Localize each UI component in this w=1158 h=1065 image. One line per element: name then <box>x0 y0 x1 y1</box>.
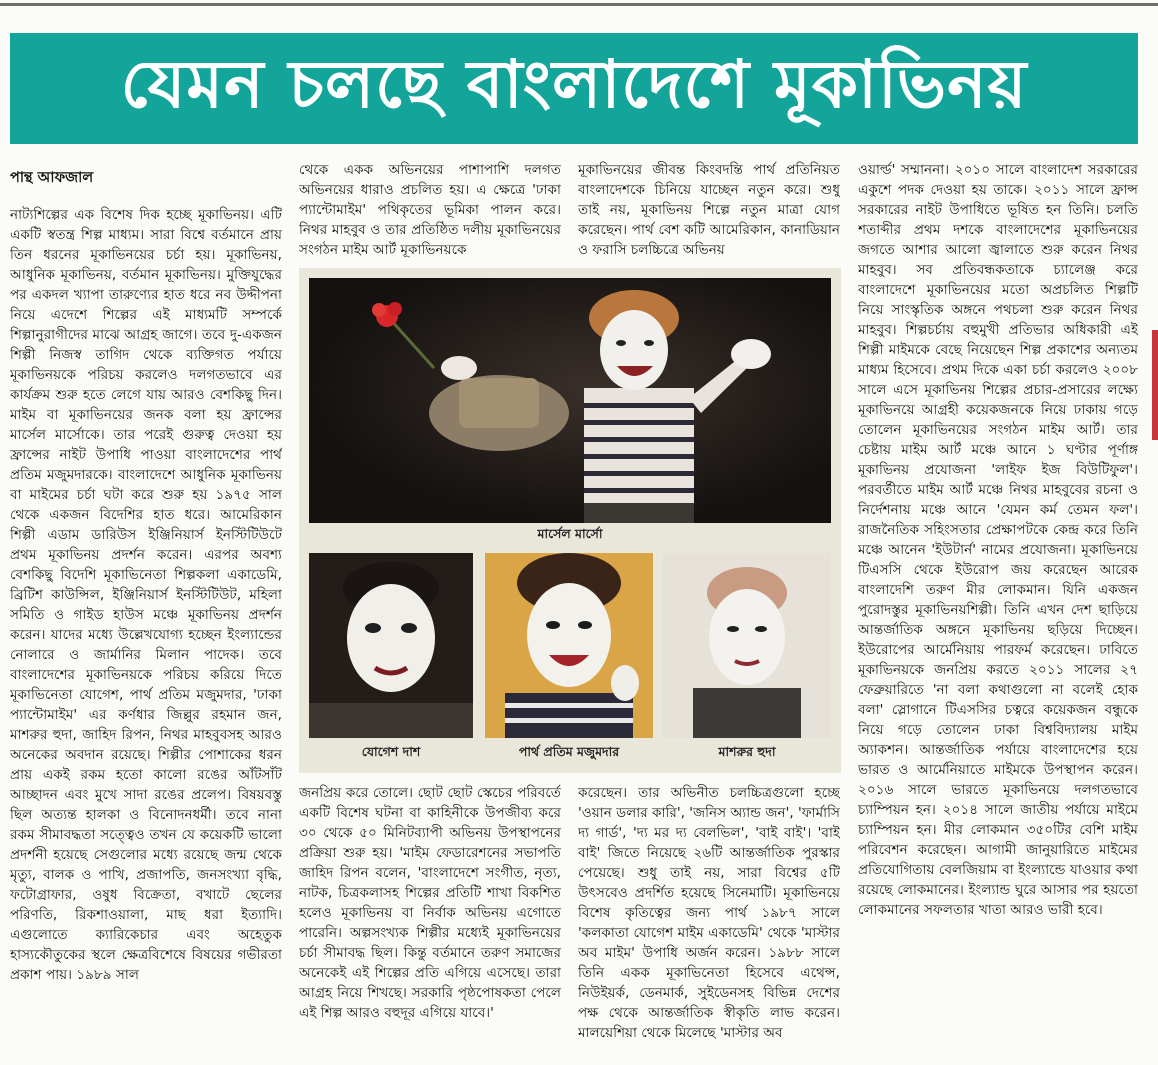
top-rule <box>0 3 1158 6</box>
portrait-illustration-3 <box>663 553 831 738</box>
caption-right: মাশরুর হুদা <box>718 744 776 759</box>
column-3-top-text: মূকাভিনয়ের জীবন্ত কিংবদন্তি পার্থ প্রতিনিয়ত বাংলাদেশকে চিনিয়ে যাচ্ছেন নতুন করে। শুধু তাই নয়, মূকাভিনয় শিল্পে নতুন মাত্রা যোগ করেছেন। পার্থ বেশ কটি আমেরিকান, কানাডিয়ান ও ফরাসি চলচ্চিত্রে অভিনয় <box>578 162 840 258</box>
byline: পান্থ আফজাল <box>10 170 94 186</box>
headline-banner <box>10 33 1138 144</box>
article-column-3-bottom <box>578 783 840 1060</box>
page-edge-mark <box>1152 330 1158 440</box>
portrait-illustration-2 <box>485 553 653 738</box>
caption-center: পার্থ প্রতিম মজুমদার <box>518 744 620 759</box>
article-column-2-bottom <box>299 783 561 1060</box>
photo-mashrur-huda <box>663 553 831 738</box>
column-3-bottom-text: করেছেন। তার অভিনীত চলচ্চিত্রগুলো হচ্ছে 'ওয়ান ডলার কারি', 'জনিস অ্যান্ড জন', 'ফার্মাসি দ্য গার্ড', 'দ্য মর দ্য বেলভিল', 'বাই বাই'। 'বাই বাই' জিতে নিয়েছে ২৬টি আন্তর্জাতিক পুরস্কার পেয়েছে। শুধু তাই নয়, সারা বিশ্বের ৫টি উৎসবেও প্রদর্শিত হয়েছে সিনেমাটি। মূকাভিনয়ে বিশেষ কৃতিত্বের জন্য পার্থ ১৯৮৭ সালে 'কলকাতা যোগেশ মাইম একাডেমি' থেকে 'মাস্টার অব মাইম' উপাধি অর্জন করেন। ১৯৮৮ সালে তিনি একক মূকাভিনেতা হিসেবে এথেন্স, নিউইয়র্ক, ডেনমার্ক, সুইডেনসহ বিভিন্ন দেশের পক্ষ থেকে আন্তর্জাতিক স্বীকৃতি লাভ করেন। মালয়েশিয়া থেকে মিলেছে 'মাস্টার অব <box>578 785 840 1041</box>
caption-left: যোগেশ দাশ <box>361 744 421 759</box>
column-4-text: ওয়ার্ল্ড' সম্মাননা। ২০১০ সালে বাংলাদেশ সরকারের একুশে পদক দেওয়া হয় তাকে। ২০১১ সালে ফ্রান্স সরকারের নাইট উপাধিতে ভূষিত হন তিনি। চলতি শতাব্দীর প্রথম দশকে বাংলাদেশের মূকাভিনয়ের জগতে আশার আলো জ্বালাতে শুরু করেন নিথর মাহবুব। সব প্রতিবন্ধকতাকে চ্যালেঞ্জ করে বাংলাদেশে মূকাভিনয়ের মতো অপ্রচলিত শিল্পটি নিয়ে সাংস্কৃতিক অঙ্গনে পথচলা শুরু করেন নিথর মাহবুব। শিল্পচর্চায় বহুমুখী প্রতিভার অধিকারী এই শিল্পী মাইমকে বেছে নিয়েছেন শিল্প প্রকাশের অন্যতম মাধ্যম হিসেবে। প্রথম দিকে একা চর্চা করলেও ২০০৮ সালে এসে মূকাভিনয় শিল্পের প্রচার-প্রসারের লক্ষ্যে মূকাভিনয়ে আগ্রহী কয়েকজনকে নিয়ে ঢাকায় গড়ে তোলেন মূকাভিনয়ের সংগঠন মাইম আর্ট। তার চেষ্টায় মাইম আর্ট মঞ্চে আনে ১ ঘণ্টার পূর্ণাঙ্গ মূকাভিনয় প্রযোজনা 'লাইফ ইজ বিউটিফুল'। পরবর্তীতে মাইম আর্ট মঞ্চে নিথর মাহবুবের রচনা ও নির্দেশনায় মঞ্চে আনে 'যেমন কর্ম তেমন ফল'। রাজনৈতিক সহিংসতার প্রেক্ষাপটকে কেন্দ্র করে তিনি মঞ্চে আনেন 'ইউটার্ন' নামের প্রযোজনা। মূকাভিনয়ে টিএসসি থেকে ইউরোপ জয় করেছেন আরেক বাংলাদেশি তরুণ মীর লোকমান। যিনি একজন পুরোদস্তুর মূকাভিনয়শিল্পী। তিনি এখন দেশ ছাড়িয়ে আন্তর্জাতিক অঙ্গনে মূকাভিনয় ছড়িয়ে দিচ্ছেন। ইউরোপের আর্মেনিয়ায় পারফর্ম করেছেন। ঢাবিতে মূকাভিনয়কে জনপ্রিয় করতে ২০১১ সালের ২৭ ফেব্রুয়ারিতে 'না বলা কথাগুলো না বলেই হোক বলা' স্লোগানে টিএসসির চত্বরে কয়েকজন বন্ধুকে নিয়ে গড়ে তোলেন ঢাকা বিশ্ববিদ্যালয় মাইম অ্যাকশন। আন্তর্জাতিক পর্যায়ে বাংলাদেশের হয়ে ভারত ও আর্মেনিয়াতে মাইমকে উপস্থাপন করেন। ২০১৬ সালে ভারতে মূকাভিনয়ে দলগতভাবে চ্যাম্পিয়ন হন। ২০১৪ সালে জাতীয় পর্যায়ে মাইমে চ্যাম্পিয়ন হন। মীর লোকমান ৩৫০টির বেশি মাইম পরিবেশন করেছেন। আগামী জানুয়ারিতে মাইমের প্রতিযোগিতায় বেলজিয়াম বা ইংল্যান্ডে যাওয়ার কথা রয়েছে লোকমানের। ইংল্যান্ড ঘুরে আসার পর হয়তো লোকমানের সফলতার খাতা আরও ভারী হবে। <box>858 162 1138 918</box>
photo-collage <box>299 268 841 773</box>
article-column-2-top <box>299 160 561 260</box>
headline: যেমন চলছে বাংলাদেশে মূকাভিনয় <box>120 45 1028 123</box>
column-1-text: নাট্যশিল্পের এক বিশেষ দিক হচ্ছে মূকাভিনয়। এটি একটি স্বতন্ত্র শিল্প মাধ্যম। সারা বিশ্বে বর্তমানে প্রায় তিন ধরনের মূকাভিনয়ের চর্চা হয়। মূকাভিনয়, আধুনিক মূকাভিনয়, বর্তমান মূকাভিনয়। মুক্তিযুদ্ধের পর একদল খ্যাপা তারুণ্যের হাত ধরে নব উদ্দীপনা নিয়ে এদেশে শিল্পের এই মাধ্যমটি সম্পর্কে শিল্পানুরাগীদের মাঝে আগ্রহ জাগে। তবে দু-একজন শিল্পী নিজস্ব তাগিদ থেকে ব্যক্তিগত পর্যায়ে মূকাভিনয়কে পরিচয় করলেও দলগতভাবে এর কার্যক্রম শুরু হতে লেগে যায় আরও বেশকিছু দিন। মাইম বা মূকাভিনয়ের জনক বলা হয় ফ্রান্সের মার্সেল মার্সোকে। তার পরেই গুরুত্ব দেওয়া হয় ফ্রান্সের নাইট উপাধি পাওয়া বাংলাদেশের পার্থ প্রতিম মজুমদারকে। বাংলাদেশে আধুনিক মূকাভিনয় বা মাইমের চর্চা ঘটা করে শুরু হয় ১৯৭৫ সাল থেকে একজন বিদেশির হাত ধরে। আমেরিকান শিল্পী এডাম ডারিউস ইঞ্জিনিয়ার্স ইনস্টিটিউটে প্রথম মূকাভিনয় প্রদর্শন করেন। এরপর অবশ্য বেশকিছু বিদেশি মূকাভিনেতা শিল্পকলা একাডেমি, ব্রিটিশ কাউন্সিল, ইঞ্জিনিয়ার্স ইনস্টিটিউট, মহিলা সমিতি ও গাইড হাউস মঞ্চে মূকাভিনয় প্রদর্শন করেন। যাদের মধ্যে উল্লেখযোগ্য হচ্ছেন ইংল্যান্ডের নোলারে ও জার্মানির মিলান পাদেক। তবে বাংলাদেশের মূকাভিনয়কে পরিচয় করিয়ে দিতে মূকাভিনেতা যোগেশ, পার্থ প্রতিম মজুমদার, 'ঢাকা প্যান্টোমাইম' এর কর্ণধার জিল্লুর রহমান জন, মাশরুর হুদা, জাহিদ রিপন, নিথর মাহবুবসহ আরও অনেকের অবদান রয়েছে। শিল্পীর পোশাকের ধরন প্রায় একই রকম হতো কালো রঙের আঁটসাঁট আচ্ছাদন এবং মুখে সাদা রঙের প্রলেপ। বিষয়বস্তু ছিল অত্যন্ত হালকা ও বিনোদনধর্মী। তবে নানা রকম সীমাবদ্ধতা সত্ত্বেও তখন যে কয়েকটি ভালো প্রদর্শনী হয়েছে সেগুলোর মধ্যে রয়েছে জন্ম থেকে মৃত্যু, বালক ও পাখি, প্রজাপতি, জনসংখ্যা বৃদ্ধি, ফটোগ্রাফার, ওষুধ বিক্রেতা, বখাটে ছেলের পরিণতি, রিকশাওয়ালা, মাছ ধরা ইত্যাদি। এগুলোতে ক্যারিকেচার এবং অহেতুক হাস্যকৌতুকের স্থলে ক্ষেত্রবিশেষে বিষয়ের গভীরতা প্রকাশ পায়। ১৯৮৯ সাল <box>10 207 282 983</box>
article-column-3-top <box>578 160 840 260</box>
caption-main: মার্সেল মার্সো <box>537 526 603 541</box>
mime-stage-illustration <box>309 278 831 523</box>
article-column-4 <box>858 160 1138 1060</box>
photo-jogesh-dash <box>309 553 473 738</box>
column-2-bottom-text: জনপ্রিয় করে তোলে। ছোট ছোট স্কেচের পরিবর্তে একটি বিশেষ ঘটনা বা কাহিনীকে উপজীব্য করে ৩০ থেকে ৫০ মিনিটব্যাপী অভিনয় উপস্থাপনের প্রক্রিয়া শুরু হয়। 'মাইম ফেডারেশনের সভাপতি জাহিদ রিপন বলেন, 'বাংলাদেশে সংগীত, নৃত্য, নাটক, চিত্রকলাসহ শিল্পের প্রতিটি শাখা বিকশিত হলেও মূকাভিনয় বা নির্বাক অভিনয় এগোতে পারেনি। অল্পসংখ্যক শিল্পীর মধ্যেই মূকাভিনয়ের চর্চা সীমাবদ্ধ ছিল। কিন্তু বর্তমানে তরুণ সমাজের অনেকেই এই শিল্পের প্রতি এগিয়ে এসেছে। তারা আগ্রহ নিয়ে শিখছে। সরকারি পৃষ্ঠপোষকতা পেলে এই শিল্প আরও বহুদূর এগিয়ে যাবে।' <box>299 785 561 1021</box>
photo-partha-pratim-majumder <box>485 553 653 738</box>
portrait-illustration-1 <box>309 553 473 738</box>
column-2-top-text: থেকে একক অভিনয়ের পাশাপাশি দলগত অভিনয়ের ধারাও প্রচলিত হয়। এ ক্ষেত্রে 'ঢাকা প্যান্টোমাইম' পথিকৃতের ভূমিকা পালন করে। নিথর মাহবুব ও তার প্রতিষ্ঠিত দলীয় মূকাভিনয়ের সংগঠন মাইম আর্ট মূকাভিনয়কে <box>299 162 561 258</box>
article-column-1 <box>10 168 282 1060</box>
photo-marcel-marceau <box>309 278 831 523</box>
